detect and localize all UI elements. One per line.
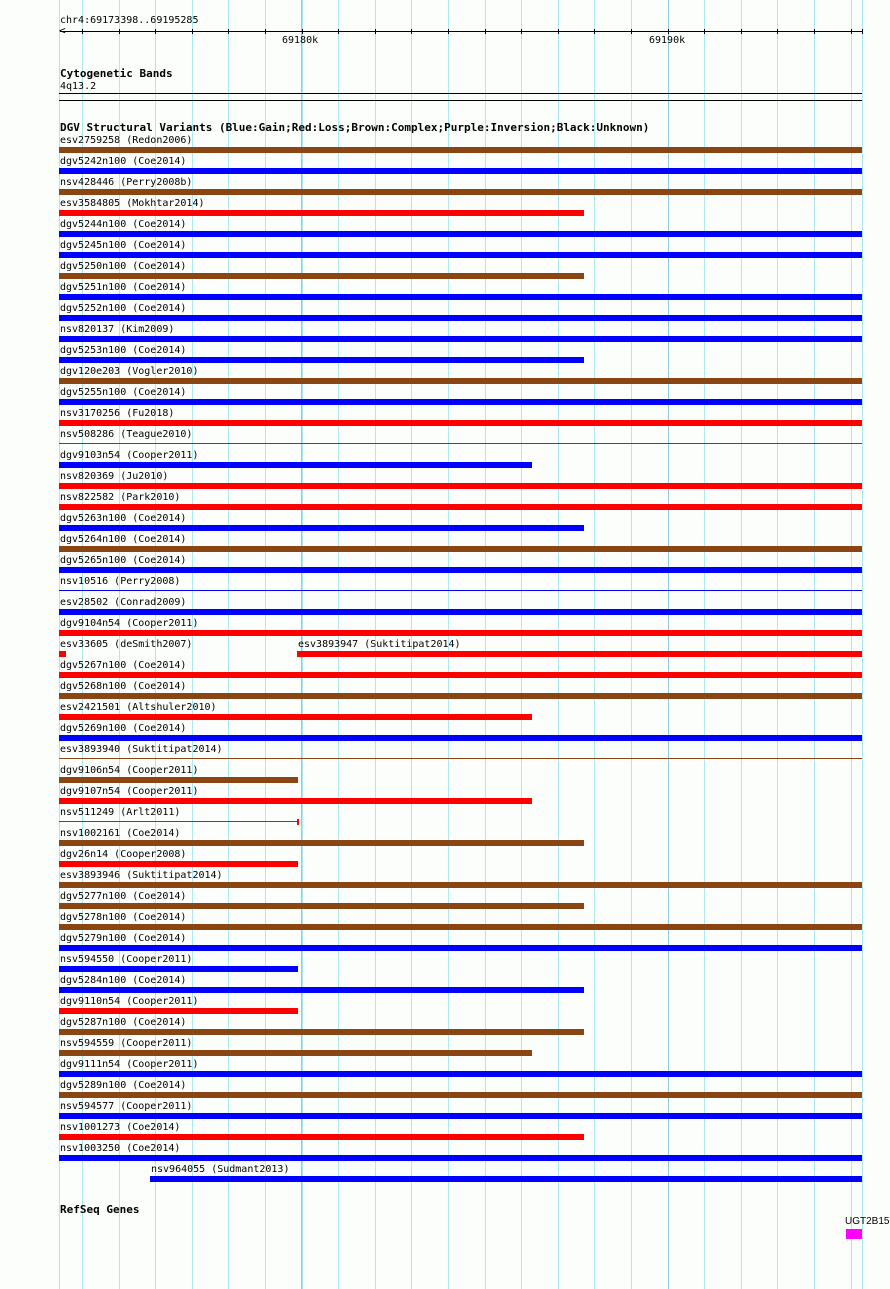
variant-bar-loss[interactable]	[59, 861, 298, 867]
ruler-tick	[594, 29, 595, 34]
variant-label[interactable]: dgv5244n100 (Coe2014)	[60, 219, 187, 230]
variant-label[interactable]: dgv5263n100 (Coe2014)	[60, 513, 187, 524]
grid-line	[862, 0, 863, 1289]
variant-bar-loss[interactable]	[59, 504, 862, 510]
ruler-tick	[741, 29, 742, 34]
variant-label[interactable]: nsv820369 (Ju2010)	[60, 471, 169, 482]
variant-bar-loss[interactable]	[297, 651, 862, 657]
ruler-tick	[302, 29, 303, 34]
variant-label[interactable]: dgv5251n100 (Coe2014)	[60, 282, 187, 293]
variant-label[interactable]: nsv820137 (Kim2009)	[60, 324, 175, 335]
region-label: chr4:69173398..69195285	[60, 15, 199, 26]
variant-label[interactable]: dgv5279n100 (Coe2014)	[60, 933, 187, 944]
variant-bar-gain[interactable]	[150, 1176, 862, 1182]
variant-label[interactable]: nsv3170256 (Fu2018)	[60, 408, 175, 419]
variant-bar-gain[interactable]	[59, 315, 862, 321]
variant-bar-gain[interactable]	[59, 945, 862, 951]
variant-label[interactable]: dgv5264n100 (Coe2014)	[60, 534, 187, 545]
variant-label[interactable]: esv33605 (deSmith2007)	[60, 639, 193, 650]
variant-label[interactable]: nsv822582 (Park2010)	[60, 492, 181, 503]
variant-label[interactable]: nsv594550 (Cooper2011)	[60, 954, 193, 965]
variant-bar-complex[interactable]	[59, 147, 862, 153]
variant-label[interactable]: dgv5268n100 (Coe2014)	[60, 681, 187, 692]
ruler-tick	[119, 29, 120, 34]
variant-label[interactable]: dgv5284n100 (Coe2014)	[60, 975, 187, 986]
variant-label[interactable]: dgv5242n100 (Coe2014)	[60, 156, 187, 167]
ruler-tick	[448, 29, 449, 34]
variant-bar-complex[interactable]	[59, 378, 862, 384]
variant-bar-complex[interactable]	[59, 1050, 532, 1056]
gene-feature[interactable]	[846, 1229, 862, 1239]
variant-bar-gain[interactable]	[59, 399, 862, 405]
variant-bar-complex[interactable]	[59, 882, 862, 888]
variant-bar-loss[interactable]	[59, 714, 532, 720]
variant-bar-gain[interactable]	[59, 1071, 862, 1077]
variant-bar-gain[interactable]	[59, 462, 532, 468]
ruler-tick	[668, 29, 669, 34]
variant-label[interactable]: dgv5267n100 (Coe2014)	[60, 660, 187, 671]
variant-bar-complex[interactable]	[59, 693, 862, 699]
variant-bar-gain[interactable]	[59, 987, 584, 993]
variant-bar-loss[interactable]	[59, 1134, 584, 1140]
variant-label[interactable]: nsv1003250 (Coe2014)	[60, 1143, 181, 1154]
variant-label[interactable]: nsv594577 (Cooper2011)	[60, 1101, 193, 1112]
ruler-tick	[338, 29, 339, 34]
variant-bar-loss[interactable]	[59, 651, 66, 657]
variant-label[interactable]: dgv5245n100 (Coe2014)	[60, 240, 187, 251]
ruler-tick	[411, 29, 412, 34]
ruler-tick	[558, 29, 559, 34]
dgv-track-title[interactable]: DGV Structural Variants (Blue:Gain;Red:Loss;Brown:Complex;Purple:Inversion;Black:Unknown)	[60, 121, 650, 134]
left-arrow-icon[interactable]: <	[59, 24, 66, 37]
ruler-tick	[521, 29, 522, 34]
variant-label[interactable]: nsv428446 (Perry2008b)	[60, 177, 193, 188]
variant-label[interactable]: dgv9103n54 (Cooper2011)	[60, 450, 199, 461]
variant-end-tick	[297, 819, 299, 825]
variant-bar-complex[interactable]	[59, 1092, 862, 1098]
variant-bar-gain[interactable]	[59, 294, 862, 300]
variant-bar-complex[interactable]	[59, 903, 584, 909]
variant-label[interactable]: dgv9107n54 (Cooper2011)	[60, 786, 199, 797]
ruler-tick	[631, 29, 632, 34]
variant-bar-complex[interactable]	[59, 840, 584, 846]
variant-bar-complex[interactable]	[59, 189, 862, 195]
variant-label[interactable]: nsv594559 (Cooper2011)	[60, 1038, 193, 1049]
cytoband-label: 4q13.2	[60, 81, 97, 92]
ruler-tick	[862, 29, 863, 34]
ruler-label: 69180k	[282, 35, 319, 46]
variant-bar-complex[interactable]	[59, 1029, 584, 1035]
variant-bar-loss[interactable]	[59, 420, 862, 426]
ruler-tick	[228, 29, 229, 34]
ruler-tick	[851, 29, 852, 34]
variant-bar-loss[interactable]	[59, 443, 862, 444]
ruler-tick	[155, 29, 156, 34]
variant-bar-gain[interactable]	[59, 525, 584, 531]
ruler-tick	[777, 29, 778, 34]
ruler-tick	[192, 29, 193, 34]
variant-bar-gain[interactable]	[59, 609, 862, 615]
ruler-tick	[82, 29, 83, 34]
cytoband-top-line	[59, 93, 862, 94]
variant-label[interactable]: esv3893940 (Suktitipat2014)	[60, 744, 223, 755]
variant-label[interactable]: dgv5265n100 (Coe2014)	[60, 555, 187, 566]
variant-label[interactable]: nsv1002161 (Coe2014)	[60, 828, 181, 839]
cytoband-track-title[interactable]: Cytogenetic Bands	[60, 67, 173, 80]
variant-bar-loss[interactable]	[59, 1008, 298, 1014]
variant-bar-loss[interactable]	[59, 483, 862, 489]
variant-label[interactable]: esv2759258 (Redon2006)	[60, 135, 193, 146]
variant-bar-gain[interactable]	[59, 590, 862, 591]
ruler-tick	[814, 29, 815, 34]
variant-label[interactable]: esv3893947 (Suktitipat2014)	[298, 639, 461, 650]
ruler-label: 69190k	[649, 35, 686, 46]
ruler-tick	[375, 29, 376, 34]
variant-bar-gain[interactable]	[59, 231, 862, 237]
refseq-track-title[interactable]: RefSeq Genes	[60, 1203, 140, 1216]
variant-bar-complex[interactable]	[59, 924, 862, 930]
variant-label[interactable]: esv3893946 (Suktitipat2014)	[60, 870, 223, 881]
variant-bar-complex[interactable]	[59, 758, 862, 759]
ruler-tick	[704, 29, 705, 34]
variant-label[interactable]: nsv964055 (Sudmant2013)	[151, 1164, 290, 1175]
variant-bar-gain[interactable]	[59, 966, 298, 972]
variant-bar-gain[interactable]	[59, 1155, 862, 1161]
variant-bar-loss[interactable]	[59, 672, 862, 678]
variant-label[interactable]: dgv9104n54 (Cooper2011)	[60, 618, 199, 629]
variant-label[interactable]: dgv5255n100 (Coe2014)	[60, 387, 187, 398]
variant-bar-gain[interactable]	[59, 252, 862, 258]
variant-label[interactable]: dgv5278n100 (Coe2014)	[60, 912, 187, 923]
variant-bar-loss[interactable]	[59, 210, 584, 216]
ruler-tick	[485, 29, 486, 34]
variant-label[interactable]: dgv5252n100 (Coe2014)	[60, 303, 187, 314]
gene-label[interactable]: UGT2B15	[845, 1216, 890, 1227]
variant-label[interactable]: nsv1001273 (Coe2014)	[60, 1122, 181, 1133]
variant-bar-gain[interactable]	[59, 336, 862, 342]
variant-label[interactable]: dgv5253n100 (Coe2014)	[60, 345, 187, 356]
variant-label[interactable]: dgv9106n54 (Cooper2011)	[60, 765, 199, 776]
cytoband-bottom-line	[59, 100, 862, 101]
variant-label[interactable]: dgv9111n54 (Cooper2011)	[60, 1059, 199, 1070]
variant-label[interactable]: dgv9110n54 (Cooper2011)	[60, 996, 199, 1007]
variant-bar-loss[interactable]	[59, 821, 298, 822]
variant-bar-complex[interactable]	[59, 777, 298, 783]
variant-bar-gain[interactable]	[59, 735, 862, 741]
variant-label[interactable]: nsv511249 (Arlt2011)	[60, 807, 181, 818]
variant-bar-gain[interactable]	[59, 168, 862, 174]
variant-bar-gain[interactable]	[59, 1113, 862, 1119]
variant-label[interactable]: dgv5250n100 (Coe2014)	[60, 261, 187, 272]
variant-label[interactable]: nsv10516 (Perry2008)	[60, 576, 181, 587]
variant-label[interactable]: esv2421501 (Altshuler2010)	[60, 702, 217, 713]
variant-bar-complex[interactable]	[59, 546, 862, 552]
ruler-tick	[265, 29, 266, 34]
variant-label[interactable]: dgv5287n100 (Coe2014)	[60, 1017, 187, 1028]
variant-label[interactable]: dgv26n14 (Cooper2008)	[60, 849, 187, 860]
variant-bar-complex[interactable]	[59, 273, 584, 279]
variant-label[interactable]: dgv5289n100 (Coe2014)	[60, 1080, 187, 1091]
variant-label[interactable]: esv28502 (Conrad2009)	[60, 597, 187, 608]
variant-bar-loss[interactable]	[59, 630, 862, 636]
variant-label[interactable]: esv3584805 (Mokhtar2014)	[60, 198, 205, 209]
variant-bar-gain[interactable]	[59, 567, 862, 573]
variant-bar-loss[interactable]	[59, 798, 532, 804]
variant-label[interactable]: dgv120e203 (Vogler2010)	[60, 366, 199, 377]
variant-label[interactable]: nsv508286 (Teague2010)	[60, 429, 193, 440]
variant-label[interactable]: dgv5269n100 (Coe2014)	[60, 723, 187, 734]
variant-label[interactable]: dgv5277n100 (Coe2014)	[60, 891, 187, 902]
variant-bar-gain[interactable]	[59, 357, 584, 363]
